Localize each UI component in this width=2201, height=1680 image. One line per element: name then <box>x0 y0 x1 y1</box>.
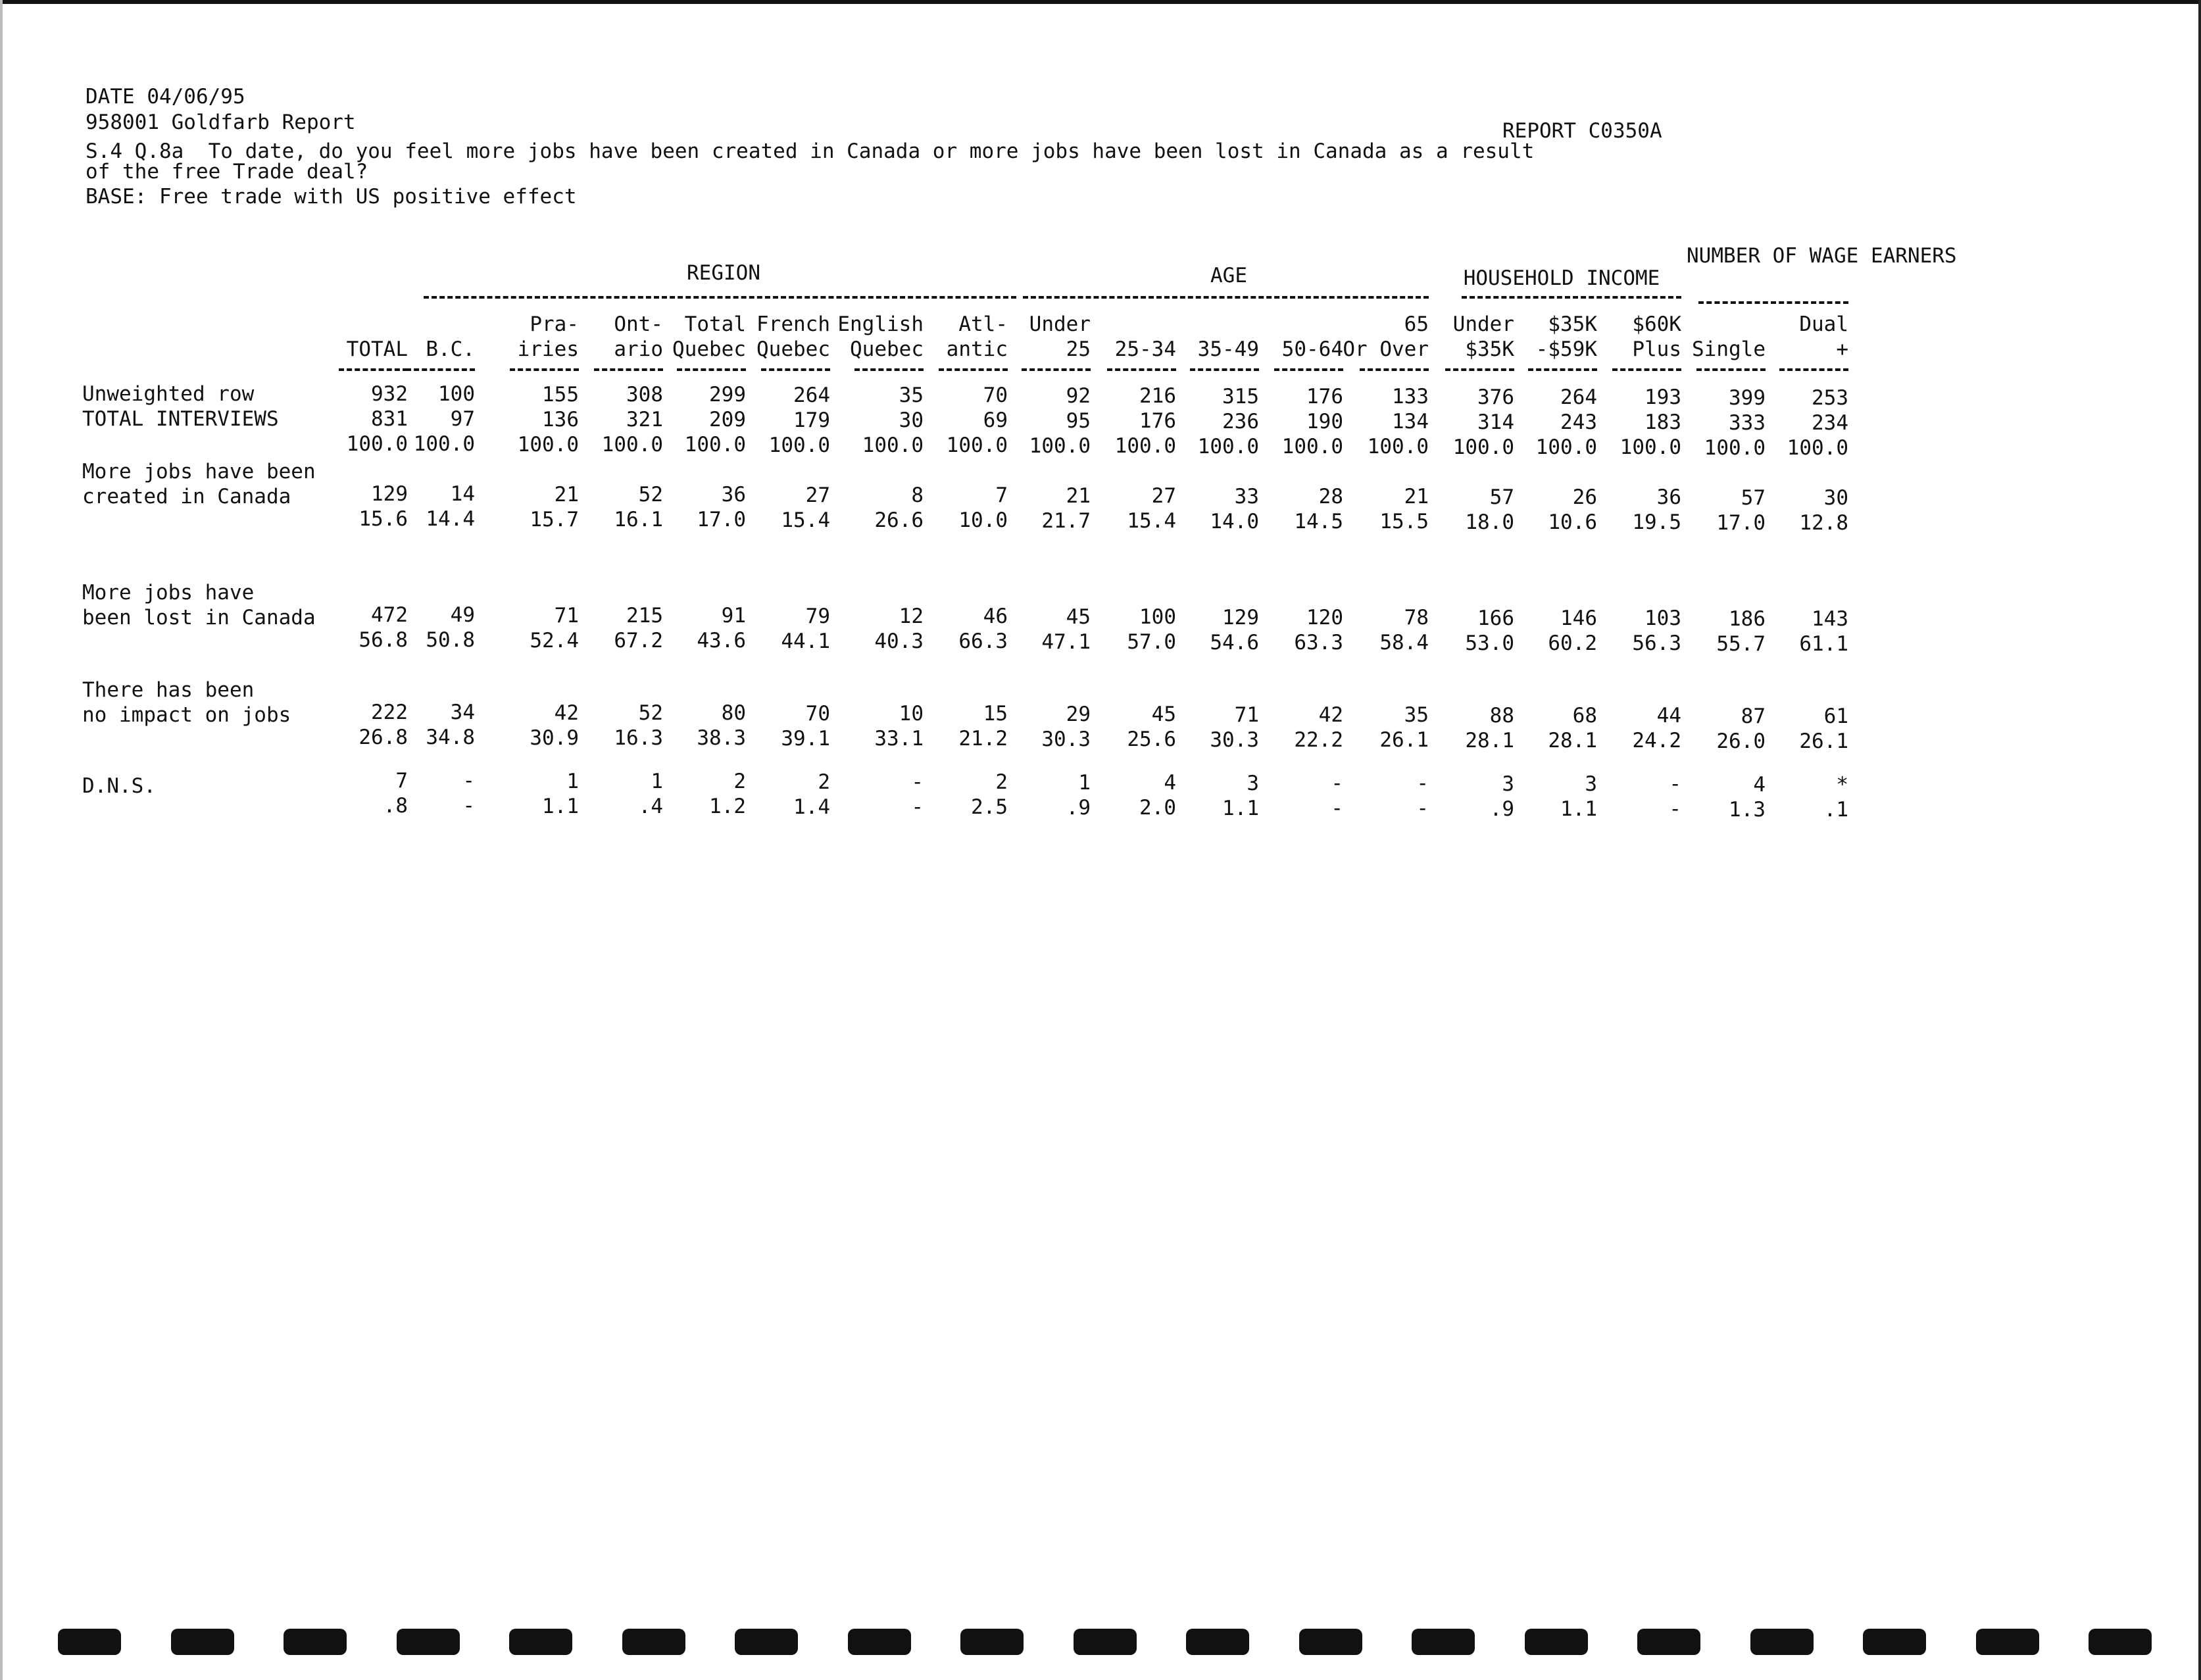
cell-r3-counts-c1: 472 <box>371 603 408 627</box>
cell-r2-counts-c9: 21 <box>1066 484 1091 508</box>
feed-hole <box>1976 1629 2039 1655</box>
cell-r5-counts-c15: 3 <box>1585 772 1597 796</box>
cell-r5-counts-c16: - <box>1669 772 1681 796</box>
cell-r1-values-c12: 176 <box>1306 385 1343 408</box>
cell-r3-percents-c2: 50.8 <box>426 628 475 652</box>
cell-r1-counts-c8: 69 <box>983 408 1008 432</box>
cell-r4-counts-c3: 42 <box>554 701 579 725</box>
cell-r4-counts-c14: 88 <box>1489 704 1514 728</box>
column-header-17: Single <box>1692 337 1766 361</box>
cell-r2-percents-c3: 15.7 <box>530 508 579 531</box>
cell-r1-percents-c12: 100.0 <box>1281 435 1343 458</box>
group-header-4: NUMBER OF WAGE EARNERS <box>1687 244 1957 268</box>
column-underline-17 <box>1696 368 1766 371</box>
cell-r1-counts-c12: 190 <box>1306 410 1343 433</box>
cell-r1-percents-c16: 100.0 <box>1620 435 1681 459</box>
column-header-2: B.C. <box>426 337 475 361</box>
group-header-1: REGION <box>687 261 760 285</box>
cell-r4-percents-c15: 28.1 <box>1548 729 1597 753</box>
column-underline-1 <box>339 368 408 371</box>
column-underline-4 <box>594 368 663 371</box>
cell-r5-percents-c3: 1.1 <box>542 795 579 818</box>
cell-r4-percents-c3: 30.9 <box>530 726 579 750</box>
row-label-1: Unweighted row TOTAL INTERVIEWS <box>82 382 279 431</box>
group-underline-4 <box>1698 301 1848 304</box>
column-header-1: TOTAL <box>346 337 408 361</box>
column-header-15: $35K -$59K <box>1535 312 1597 361</box>
cell-r3-counts-c8: 46 <box>983 605 1008 628</box>
cell-r1-percents-c8: 100.0 <box>946 433 1008 457</box>
cell-r1-counts-c10: 176 <box>1139 409 1176 433</box>
cell-r1-values-c14: 376 <box>1477 385 1514 409</box>
column-header-7: English Quebec <box>837 312 924 361</box>
cell-r5-percents-c17: 1.3 <box>1729 798 1766 822</box>
cell-r3-percents-c4: 67.2 <box>614 629 663 653</box>
cell-r4-counts-c9: 29 <box>1066 703 1091 726</box>
column-underline-15 <box>1528 368 1597 371</box>
cell-r5-counts-c1: 7 <box>395 769 408 793</box>
group-header-3: HOUSEHOLD INCOME <box>1463 266 1660 290</box>
cell-r2-counts-c15: 26 <box>1572 485 1597 509</box>
cell-r3-percents-c5: 43.6 <box>697 629 746 653</box>
cell-r5-percents-c15: 1.1 <box>1560 797 1597 821</box>
cell-r5-counts-c11: 3 <box>1247 772 1259 795</box>
cell-r2-counts-c18: 30 <box>1823 486 1848 510</box>
cell-r4-counts-c18: 61 <box>1823 704 1848 728</box>
cell-r4-counts-c1: 222 <box>371 701 408 724</box>
cell-r2-percents-c14: 18.0 <box>1465 510 1514 534</box>
cell-r3-counts-c6: 79 <box>805 605 830 628</box>
cell-r1-values-c3: 155 <box>542 383 579 407</box>
cell-r1-counts-c16: 183 <box>1645 410 1681 434</box>
row-label-5: D.N.S. <box>82 774 156 798</box>
cell-r5-percents-c9: .9 <box>1066 796 1091 820</box>
cell-r2-percents-c8: 10.0 <box>958 508 1008 532</box>
cell-r4-counts-c16: 44 <box>1656 704 1681 728</box>
feed-hole <box>960 1629 1024 1655</box>
cell-r3-counts-c7: 12 <box>899 605 924 628</box>
cell-r2-counts-c11: 33 <box>1234 485 1259 508</box>
cell-r1-values-c15: 264 <box>1560 385 1597 409</box>
scan-right-edge <box>2198 0 2201 1680</box>
cell-r2-percents-c1: 15.6 <box>359 507 408 531</box>
cell-r2-percents-c11: 14.0 <box>1210 510 1259 533</box>
cell-r1-percents-c14: 100.0 <box>1452 435 1514 459</box>
cell-r4-percents-c4: 16.3 <box>614 726 663 750</box>
cell-r4-percents-c17: 26.0 <box>1716 729 1766 753</box>
column-underline-10 <box>1107 368 1176 371</box>
cell-r1-percents-c15: 100.0 <box>1535 435 1597 459</box>
cell-r3-percents-c7: 40.3 <box>874 630 924 653</box>
cell-r1-values-c6: 264 <box>793 383 830 407</box>
cell-r1-percents-c2: 100.0 <box>413 432 475 456</box>
column-header-16: $60K Plus <box>1632 312 1681 361</box>
report-date: DATE 04/06/95 <box>86 85 245 109</box>
cell-r1-values-c7: 35 <box>899 383 924 407</box>
tractor-feed-holes <box>0 1625 2201 1664</box>
cell-r2-counts-c10: 27 <box>1151 484 1176 508</box>
feed-hole <box>58 1629 121 1655</box>
cell-r5-percents-c11: 1.1 <box>1222 797 1259 820</box>
cell-r1-counts-c9: 95 <box>1066 409 1091 433</box>
column-underline-11 <box>1190 368 1259 371</box>
feed-hole <box>848 1629 911 1655</box>
cell-r1-counts-c4: 321 <box>626 408 663 432</box>
cell-r2-counts-c14: 57 <box>1489 485 1514 509</box>
cell-r2-counts-c4: 52 <box>638 483 663 506</box>
cell-r5-percents-c5: 1.2 <box>709 795 746 818</box>
column-header-3: Pra- iries <box>517 312 579 361</box>
cell-r5-counts-c8: 2 <box>995 770 1008 794</box>
cell-r1-counts-c14: 314 <box>1477 410 1514 434</box>
cell-r4-percents-c12: 22.2 <box>1294 728 1343 752</box>
cell-r1-counts-c7: 30 <box>899 408 924 432</box>
cell-r3-percents-c3: 52.4 <box>530 629 579 653</box>
cell-r2-percents-c12: 14.5 <box>1294 510 1343 533</box>
cell-r2-counts-c17: 57 <box>1741 486 1766 510</box>
feed-hole <box>1637 1629 1700 1655</box>
report-id: REPORT C0350A <box>1502 119 1662 143</box>
scan-left-edge <box>0 0 3 1680</box>
cell-r3-percents-c10: 57.0 <box>1127 630 1176 654</box>
cell-r1-values-c8: 70 <box>983 383 1008 407</box>
cell-r5-percents-c8: 2.5 <box>971 795 1008 819</box>
cell-r2-counts-c2: 14 <box>450 482 475 506</box>
cell-r1-counts-c6: 179 <box>793 408 830 432</box>
cell-r1-percents-c18: 100.0 <box>1787 436 1848 460</box>
question-line-2: of the free Trade deal? <box>86 160 368 184</box>
column-header-9: Under 25 <box>1029 312 1091 361</box>
cell-r4-counts-c17: 87 <box>1741 704 1766 728</box>
cell-r1-percents-c10: 100.0 <box>1114 434 1176 458</box>
cell-r3-percents-c17: 55.7 <box>1716 632 1766 656</box>
cell-r1-values-c11: 315 <box>1222 385 1259 408</box>
feed-hole <box>735 1629 798 1655</box>
cell-r4-percents-c7: 33.1 <box>874 727 924 751</box>
group-underline-1 <box>424 296 1016 299</box>
base-description: BASE: Free trade with US positive effect <box>86 185 577 209</box>
cell-r1-values-c17: 399 <box>1729 386 1766 410</box>
cell-r3-percents-c9: 47.1 <box>1041 630 1091 654</box>
cell-r2-counts-c7: 8 <box>911 483 924 507</box>
cell-r3-percents-c13: 58.4 <box>1379 631 1429 655</box>
cell-r1-counts-c17: 333 <box>1729 411 1766 435</box>
row-label-4: There has been no impact on jobs <box>82 678 291 727</box>
cell-r3-percents-c12: 63.3 <box>1294 631 1343 655</box>
cell-r4-counts-c12: 42 <box>1318 703 1343 727</box>
cell-r2-percents-c13: 15.5 <box>1379 510 1429 533</box>
cell-r1-percents-c6: 100.0 <box>768 433 830 457</box>
cell-r3-percents-c6: 44.1 <box>781 630 830 653</box>
cell-r4-counts-c6: 70 <box>805 702 830 726</box>
cell-r3-percents-c16: 56.3 <box>1632 631 1681 655</box>
cell-r3-counts-c13: 78 <box>1404 606 1429 630</box>
cell-r5-counts-c9: 1 <box>1078 771 1091 795</box>
cell-r3-counts-c3: 71 <box>554 604 579 628</box>
column-underline-2 <box>406 368 475 371</box>
cell-r5-percents-c16: - <box>1669 797 1681 821</box>
column-header-14: Under $35K <box>1452 312 1514 361</box>
cell-r5-counts-c14: 3 <box>1502 772 1514 796</box>
cell-r1-values-c5: 299 <box>709 383 746 407</box>
cell-r4-percents-c2: 34.8 <box>426 726 475 749</box>
column-header-5: Total Quebec <box>672 312 746 361</box>
column-underline-7 <box>854 368 924 371</box>
column-header-13: 65 Or Over <box>1343 312 1429 361</box>
cell-r4-counts-c10: 45 <box>1151 703 1176 726</box>
cell-r2-counts-c5: 36 <box>721 483 746 506</box>
cell-r1-counts-c3: 136 <box>542 408 579 432</box>
cell-r2-percents-c9: 21.7 <box>1041 509 1091 533</box>
cell-r4-percents-c5: 38.3 <box>697 726 746 750</box>
feed-hole <box>509 1629 572 1655</box>
column-underline-16 <box>1612 368 1681 371</box>
cell-r2-counts-c16: 36 <box>1656 485 1681 509</box>
cell-r5-counts-c2: - <box>462 769 475 793</box>
cell-r1-percents-c5: 100.0 <box>684 433 746 457</box>
column-underline-9 <box>1022 368 1091 371</box>
feed-hole <box>1074 1629 1137 1655</box>
feed-hole <box>1186 1629 1249 1655</box>
cell-r5-counts-c5: 2 <box>733 770 746 793</box>
feed-hole <box>397 1629 460 1655</box>
cell-r4-counts-c2: 34 <box>450 701 475 724</box>
feed-hole <box>622 1629 685 1655</box>
cell-r5-counts-c17: 4 <box>1753 773 1766 797</box>
cell-r3-percents-c11: 54.6 <box>1210 631 1259 655</box>
cell-r3-percents-c1: 56.8 <box>359 628 408 652</box>
cell-r3-counts-c2: 49 <box>450 603 475 627</box>
cell-r2-percents-c15: 10.6 <box>1548 510 1597 534</box>
cell-r3-counts-c5: 91 <box>721 604 746 628</box>
column-underline-12 <box>1274 368 1343 371</box>
cell-r5-percents-c7: - <box>911 795 924 819</box>
group-underline-3 <box>1462 296 1681 299</box>
column-underline-8 <box>939 368 1008 371</box>
cell-r3-percents-c14: 53.0 <box>1465 631 1514 655</box>
cell-r1-counts-c11: 236 <box>1222 410 1259 433</box>
cell-r4-percents-c14: 28.1 <box>1465 729 1514 753</box>
group-underline-2 <box>1023 296 1429 299</box>
column-header-4: Ont- ario <box>614 312 663 361</box>
question-line-1: S.4 Q.8a To date, do you feel more jobs have been created in Canada or more jobs have been lost in Canada as a result <box>86 139 1535 163</box>
cell-r5-counts-c7: - <box>911 770 924 794</box>
cell-r5-counts-c12: - <box>1331 772 1343 795</box>
cell-r1-values-c4: 308 <box>626 383 663 407</box>
column-underline-5 <box>677 368 746 371</box>
cell-r2-counts-c3: 21 <box>554 483 579 506</box>
cell-r3-counts-c17: 186 <box>1729 607 1766 631</box>
cell-r2-counts-c6: 27 <box>805 483 830 507</box>
cell-r1-counts-c18: 234 <box>1812 411 1848 435</box>
cell-r4-percents-c18: 26.1 <box>1799 729 1848 753</box>
cell-r5-counts-c3: 1 <box>566 770 579 793</box>
cell-r1-values-c13: 133 <box>1392 385 1429 408</box>
cell-r4-percents-c9: 30.3 <box>1041 728 1091 751</box>
cell-r1-counts-c1: 831 <box>371 407 408 431</box>
cell-r1-percents-c11: 100.0 <box>1197 435 1259 458</box>
cell-r4-percents-c11: 30.3 <box>1210 728 1259 752</box>
cell-r3-counts-c11: 129 <box>1222 606 1259 630</box>
cell-r1-counts-c5: 209 <box>709 408 746 432</box>
cell-r2-percents-c17: 17.0 <box>1716 511 1766 535</box>
column-header-8: Atl- antic <box>946 312 1008 361</box>
row-label-3: More jobs have been lost in Canada <box>82 581 316 630</box>
cell-r4-counts-c11: 71 <box>1234 703 1259 727</box>
column-header-12: 50-64 <box>1281 337 1343 361</box>
cell-r5-percents-c12: - <box>1331 797 1343 820</box>
cell-r3-counts-c10: 100 <box>1139 605 1176 629</box>
column-header-11: 35-49 <box>1197 337 1259 361</box>
cell-r2-percents-c2: 14.4 <box>426 507 475 531</box>
row-label-2: More jobs have been created in Canada <box>82 460 316 508</box>
cell-r4-percents-c6: 39.1 <box>781 727 830 751</box>
cell-r2-counts-c8: 7 <box>995 483 1008 507</box>
cell-r2-percents-c4: 16.1 <box>614 508 663 531</box>
cell-r1-percents-c7: 100.0 <box>862 433 924 457</box>
cell-r1-values-c10: 216 <box>1139 384 1176 408</box>
cell-r1-percents-c9: 100.0 <box>1029 434 1091 458</box>
cell-r4-percents-c16: 24.2 <box>1632 729 1681 753</box>
cell-r4-percents-c10: 25.6 <box>1127 728 1176 751</box>
cell-r5-counts-c13: - <box>1416 772 1429 795</box>
cell-r2-percents-c16: 19.5 <box>1632 510 1681 534</box>
cell-r1-values-c2: 100 <box>438 382 475 406</box>
cell-r5-percents-c14: .9 <box>1489 797 1514 821</box>
feed-hole <box>171 1629 234 1655</box>
cell-r1-counts-c13: 134 <box>1392 410 1429 433</box>
column-underline-6 <box>761 368 830 371</box>
group-header-2: AGE <box>1210 264 1247 287</box>
cell-r2-percents-c10: 15.4 <box>1127 509 1176 533</box>
cell-r1-values-c18: 253 <box>1812 386 1848 410</box>
cell-r1-counts-c2: 97 <box>450 407 475 431</box>
cell-r5-counts-c10: 4 <box>1164 771 1176 795</box>
feed-hole <box>2089 1629 2152 1655</box>
cell-r5-counts-c4: 1 <box>651 770 663 793</box>
cell-r3-counts-c14: 166 <box>1477 606 1514 630</box>
cell-r1-percents-c17: 100.0 <box>1704 436 1766 460</box>
cell-r3-percents-c8: 66.3 <box>958 630 1008 653</box>
cell-r1-percents-c4: 100.0 <box>601 433 663 457</box>
feed-hole <box>1750 1629 1814 1655</box>
cell-r2-counts-c12: 28 <box>1318 485 1343 508</box>
cell-r1-counts-c15: 243 <box>1560 410 1597 434</box>
cell-r2-counts-c13: 21 <box>1404 485 1429 508</box>
cell-r4-counts-c7: 10 <box>899 702 924 726</box>
cell-r4-counts-c5: 80 <box>721 701 746 725</box>
cell-r4-percents-c8: 21.2 <box>958 727 1008 751</box>
cell-r2-counts-c1: 129 <box>371 482 408 506</box>
cell-r3-counts-c15: 146 <box>1560 606 1597 630</box>
column-underline-13 <box>1360 368 1429 371</box>
cell-r2-percents-c5: 17.0 <box>697 508 746 531</box>
feed-hole <box>1299 1629 1362 1655</box>
column-header-6: French Quebec <box>756 312 830 361</box>
cell-r1-values-c16: 193 <box>1645 385 1681 409</box>
cell-r1-percents-c3: 100.0 <box>517 433 579 457</box>
cell-r4-counts-c8: 15 <box>983 702 1008 726</box>
cell-r5-percents-c18: .1 <box>1823 798 1848 822</box>
cell-r4-counts-c15: 68 <box>1572 704 1597 728</box>
column-underline-14 <box>1445 368 1514 371</box>
column-underline-18 <box>1779 368 1848 371</box>
cell-r3-counts-c18: 143 <box>1812 607 1848 631</box>
column-header-10: 25-34 <box>1114 337 1176 361</box>
cell-r4-counts-c13: 35 <box>1404 703 1429 727</box>
cell-r1-percents-c13: 100.0 <box>1367 435 1429 458</box>
cell-r3-percents-c18: 61.1 <box>1799 632 1848 656</box>
cell-r2-percents-c7: 26.6 <box>874 508 924 532</box>
scan-top-edge <box>0 0 2201 4</box>
cell-r3-counts-c9: 45 <box>1066 605 1091 629</box>
cell-r3-counts-c16: 103 <box>1645 606 1681 630</box>
cell-r5-counts-c18: * <box>1836 773 1848 797</box>
cell-r3-counts-c4: 215 <box>626 604 663 628</box>
cell-r1-values-c9: 92 <box>1066 384 1091 408</box>
cell-r5-percents-c4: .4 <box>638 795 663 818</box>
cell-r5-percents-c2: - <box>462 794 475 818</box>
cell-r5-percents-c13: - <box>1416 797 1429 820</box>
feed-hole <box>284 1629 347 1655</box>
cell-r4-percents-c13: 26.1 <box>1379 728 1429 752</box>
cell-r3-percents-c15: 60.2 <box>1548 631 1597 655</box>
cell-r5-percents-c10: 2.0 <box>1139 796 1176 820</box>
column-header-18: Dual + <box>1799 312 1848 361</box>
cell-r5-counts-c6: 2 <box>818 770 830 794</box>
feed-hole <box>1525 1629 1588 1655</box>
feed-hole <box>1412 1629 1475 1655</box>
cell-r4-counts-c4: 52 <box>638 701 663 725</box>
cell-r1-values-c1: 932 <box>371 382 408 406</box>
column-underline-3 <box>510 368 579 371</box>
feed-hole <box>1863 1629 1926 1655</box>
cell-r5-percents-c1: .8 <box>383 794 408 818</box>
cell-r2-percents-c6: 15.4 <box>781 508 830 532</box>
cell-r1-percents-c1: 100.0 <box>346 432 408 456</box>
cell-r3-counts-c12: 120 <box>1306 606 1343 630</box>
cell-r4-percents-c1: 26.8 <box>359 726 408 749</box>
cell-r2-percents-c18: 12.8 <box>1799 511 1848 535</box>
study-title: 958001 Goldfarb Report <box>86 111 356 134</box>
cell-r5-percents-c6: 1.4 <box>793 795 830 819</box>
